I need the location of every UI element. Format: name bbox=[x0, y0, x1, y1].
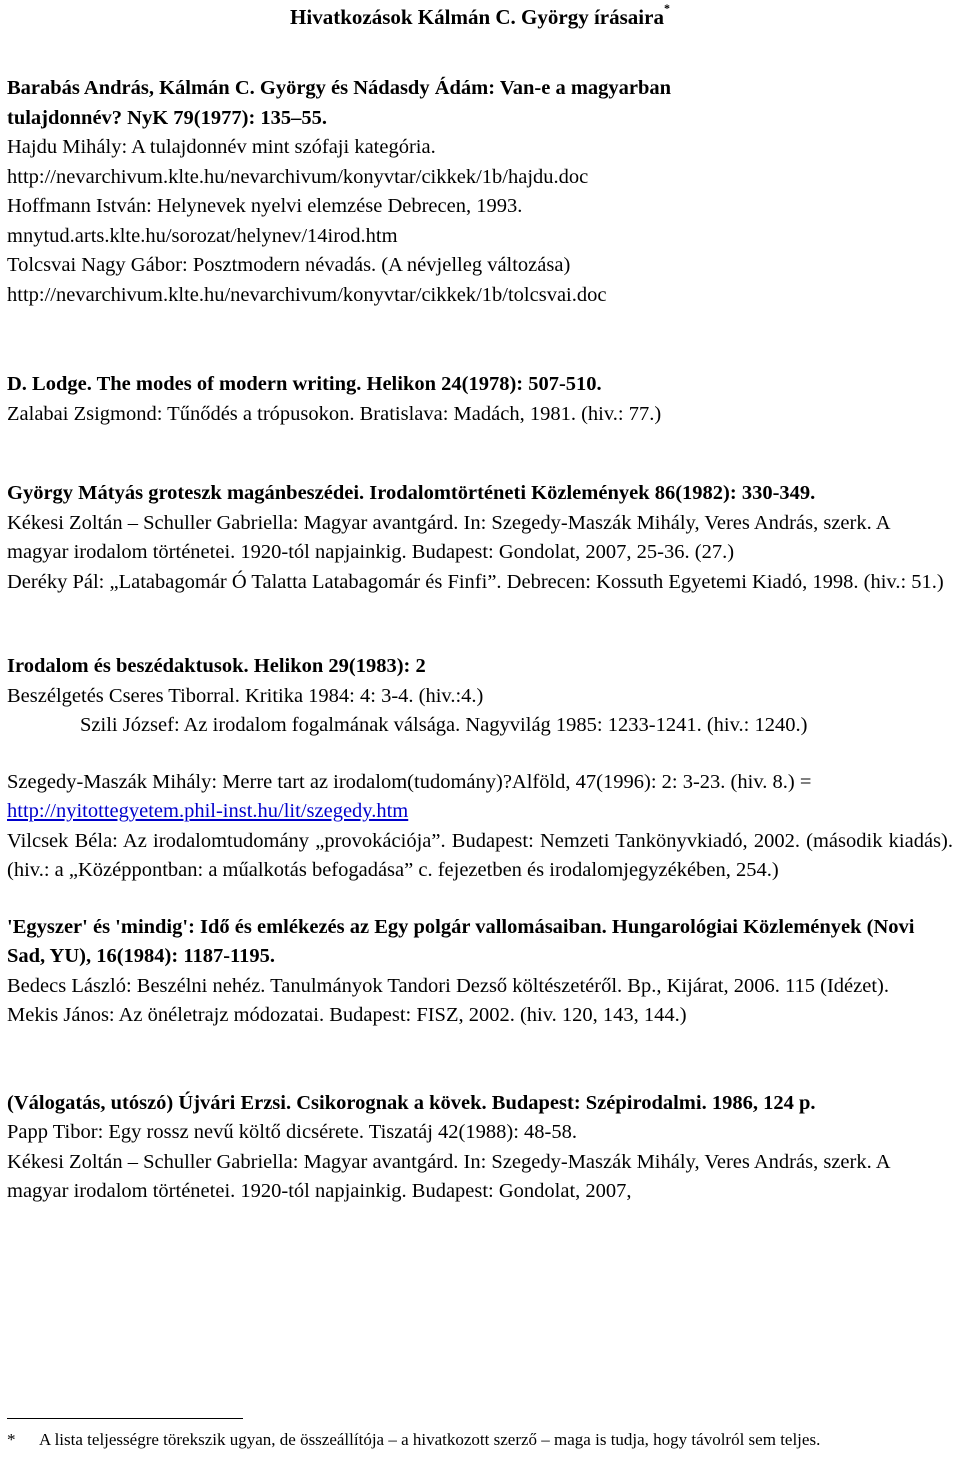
citing-reference: Beszélgetés Cseres Tiborral. Kritika 1984: 4: 3-4. (hiv.:4.) bbox=[7, 684, 484, 707]
citing-reference: Bedecs László: Beszélni nehéz. Tanulmányok Tandori Dezső költészetéről. Bp., Kijárat, 2006. 115 (Idézet). bbox=[7, 974, 889, 997]
reference-url: mnytud.arts.klte.hu/sorozat/helynev/14irod.htm bbox=[7, 224, 398, 247]
cited-work-heading: 'Egyszer' és 'mindig': Idő és emlékezés az Egy polgár vallomásaiban. Hungarológiai Közlemények (Novi Sad, YU), 16(1984): 1187-1195. bbox=[7, 915, 915, 967]
citing-reference: Kékesi Zoltán – Schuller Gabriella: Magyar avantgárd. In: Szegedy-Maszák Mihály, Veres András, szerk. A magyar irodalom történetei. 1920-tól napjainkig. Budapest: Gondolat, 2007, 25-36. (27.) bbox=[7, 511, 890, 563]
reference-hyperlink[interactable]: http://nyitottegyetem.phil-inst.hu/lit/szegedy.htm bbox=[7, 800, 409, 822]
page-title-text: Hivatkozások Kálmán C. György írásaira bbox=[290, 5, 664, 29]
citing-reference-text: Szegedy-Maszák Mihály: Merre tart az irodalom(tudomány)?Alföld, 47(1996): 2: 3-23. (hiv. 8.) = bbox=[7, 770, 812, 793]
citation-group-2 bbox=[7, 370, 953, 429]
citing-reference-indented bbox=[7, 711, 953, 741]
document-page bbox=[7, 0, 953, 1207]
citation-group-3 bbox=[7, 479, 953, 597]
citation-group-5 bbox=[7, 913, 953, 1031]
citing-reference: Hoffmann István: Helynevek nyelvi elemzése Debrecen, 1993. bbox=[7, 195, 523, 217]
reference-url: http://nevarchivum.klte.hu/nevarchivum/konyvtar/cikkek/1b/tolcsvai.doc bbox=[7, 283, 607, 306]
footnote bbox=[7, 1428, 953, 1452]
citing-reference: Zalabai Zsigmond: Tűnődés a trópusokon. Bratislava: Madách, 1981. (hiv.: 77.) bbox=[7, 402, 662, 425]
footnote-separator bbox=[7, 1418, 243, 1419]
page-title bbox=[7, 2, 953, 32]
citing-reference bbox=[7, 768, 953, 827]
citing-reference: Tolcsvai Nagy Gábor: Posztmodern névadás. (A névjelleg változása) bbox=[7, 254, 571, 276]
footnote-text: A lista teljességre törekszik ugyan, de összeállítója – a hivatkozott szerző – maga is tudja, hogy távolról sem teljes. bbox=[39, 1430, 821, 1449]
citing-reference: Hajdu Mihály: A tulajdonnév mint szófaji kategória. bbox=[7, 136, 436, 158]
cited-work-heading-line-1: Barabás András, Kálmán C. György és Nádasdy Ádám: Van-e a magyarban bbox=[7, 77, 672, 99]
citation-group-6 bbox=[7, 1089, 953, 1207]
citation-group-4 bbox=[7, 652, 953, 886]
cited-work-heading: Irodalom és beszédaktusok. Helikon 29(1983): 2 bbox=[7, 655, 426, 677]
reference-url: http://nevarchivum.klte.hu/nevarchivum/konyvtar/cikkek/1b/hajdu.doc bbox=[7, 165, 589, 188]
citing-reference: Papp Tibor: Egy rossz nevű költő dicsérete. Tiszatáj 42(1988): 48-58. bbox=[7, 1121, 577, 1143]
citing-reference-indented-text: Szili József: Az irodalom fogalmának válsága. Nagyvilág 1985: 1233-1241. (hiv.: 1240.) bbox=[80, 714, 808, 736]
cited-work-heading-line-2: tulajdonnév? NyK 79(1977): 135–55. bbox=[7, 106, 328, 129]
citing-reference: Vilcsek Béla: Az irodalomtudomány „provokációja”. Budapest: Nemzeti Tankönyvkiadó, 2002. (második kiadás). (hiv.: a „Középpontban: a műalkotás befogadása” c. fejezetben és irodalomjegyzékében, 254.) bbox=[7, 829, 953, 881]
citing-reference: Mekis János: Az önéletrajz módozatai. Budapest: FISZ, 2002. (hiv. 120, 143, 144.) bbox=[7, 1004, 687, 1026]
citation-group-1 bbox=[7, 74, 953, 310]
cited-work-heading: (Válogatás, utószó) Újvári Erzsi. Csikorognak a kövek. Budapest: Szépirodalmi. 1986, 124 p. bbox=[7, 1091, 816, 1114]
citing-reference: Deréky Pál: „Latabagomár Ó Talatta Latabagomár és Finfi”. Debrecen: Kossuth Egyetemi Kiadó, 1998. (hiv.: 51.) bbox=[7, 570, 944, 593]
cited-work-heading: György Mátyás groteszk magánbeszédei. Irodalomtörténeti Közlemények 86(1982): 330-349. bbox=[7, 482, 816, 504]
cited-work-heading: D. Lodge. The modes of modern writing. Helikon 24(1978): 507-510. bbox=[7, 373, 602, 395]
citing-reference: Kékesi Zoltán – Schuller Gabriella: Magyar avantgárd. In: Szegedy-Maszák Mihály, Veres András, szerk. A magyar irodalom történetei. 1920-tól napjainkig. Budapest: Gondolat, 2007, bbox=[7, 1150, 890, 1202]
title-footnote-marker: * bbox=[663, 1, 670, 15]
footnote-marker: * bbox=[7, 1430, 16, 1449]
